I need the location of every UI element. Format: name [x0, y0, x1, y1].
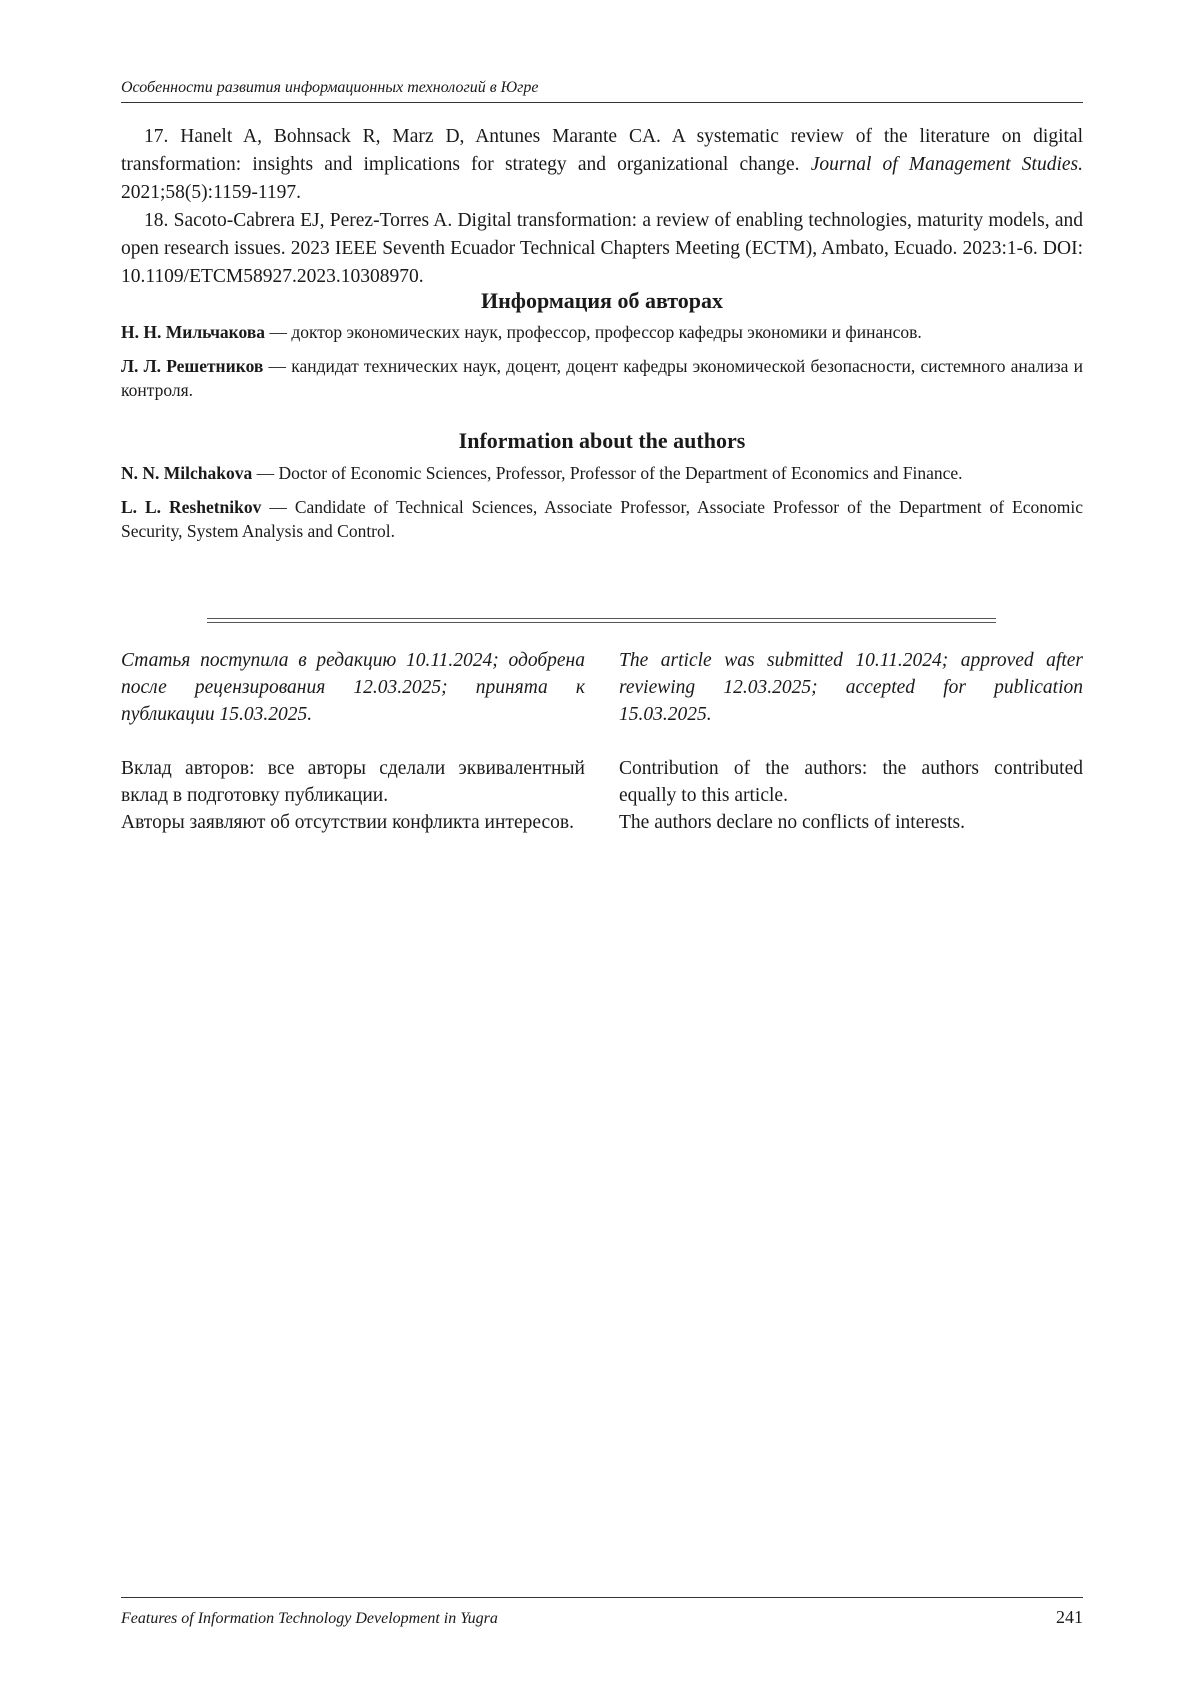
running-header: Особенности развития информационных технологий в Югре [121, 79, 539, 96]
submission-dates: Статья поступила в редакцию 10.11.2024; одобрена после рецензирования 12.03.2025; принята к публикации 15.03.2025. [121, 650, 585, 725]
author-description: — доктор экономических наук, профессор, профессор кафедры экономики и финансов. [269, 322, 922, 342]
reference-list [121, 123, 1083, 291]
authors-list-ru [121, 320, 1083, 402]
author-description: — Candidate of Technical Sciences, Associate Professor, Associate Professor of the Department of Economic Security, System Analysis and Control. [121, 497, 1084, 541]
submission-dates: The article was submitted 10.11.2024; approved after reviewing 12.03.2025; accepted for publication 15.03.2025. [619, 650, 1083, 725]
reference-journal: Journal of Management Studies. [810, 154, 1084, 175]
author-description: — Doctor of Economic Sciences, Professor, Professor of the Department of Economics and Finance. [256, 463, 963, 483]
author-entry [121, 354, 1083, 402]
page [121, 0, 1083, 1697]
author-name: L. L. Reshetnikov [121, 497, 262, 517]
reference-text-tail: 2021;58(5):1159-1197. [121, 182, 301, 203]
reference-number: 18. [144, 210, 169, 231]
authors-list-en [121, 461, 1083, 543]
conflict-statement: Авторы заявляют об отсутствии конфликта интересов. [121, 812, 574, 833]
reference-item [121, 207, 1083, 291]
author-contribution: Contribution of the authors: the authors contributed equally to this article. [619, 758, 1083, 806]
author-entry [121, 320, 1083, 344]
header-rule [121, 102, 1083, 103]
author-entry [121, 495, 1083, 543]
author-name: Н. Н. Мильчакова [121, 322, 266, 342]
page-number: 241 [1056, 1607, 1083, 1627]
footer-rule [121, 1597, 1083, 1598]
section-divider [207, 618, 996, 623]
reference-text: Sacoto-Cabrera EJ, Perez-Torres A. Digital transformation: a review of enabling technologies, maturity models, and open research issues. 2023 IEEE Seventh Ecuador Technical Chapters Meeting (ECTM), Ambato, Ecuado. 2023:1-6. DOI: 10.1109/ETCM58927.2023.10308970. [121, 210, 1083, 287]
reference-text: Hanelt A, Bohnsack R, Marz D, Antunes Marante CA. A systematic review of the literature on digital transformation: insights and implications for strategy and organizational change. [121, 126, 1084, 175]
article-info-ru [121, 647, 585, 836]
author-description: — кандидат технических наук, доцент, доцент кафедры экономической безопасности, системного анализа и контроля. [121, 356, 1083, 400]
authors-heading-en: Information about the authors [458, 428, 746, 453]
author-contribution: Вклад авторов: все авторы сделали эквивалентный вклад в подготовку публикации. [121, 758, 585, 806]
author-name: N. N. Milchakova [121, 463, 253, 483]
author-name: Л. Л. Решетников [121, 356, 264, 376]
conflict-statement: The authors declare no conflicts of interests. [619, 812, 966, 833]
running-footer: Features of Information Technology Development in Yugra [121, 1610, 498, 1627]
authors-heading-ru: Информация об авторах [480, 288, 724, 313]
reference-number: 17. [144, 126, 169, 147]
article-info-en [619, 647, 1083, 836]
author-entry [121, 461, 1083, 485]
reference-item [121, 123, 1083, 207]
